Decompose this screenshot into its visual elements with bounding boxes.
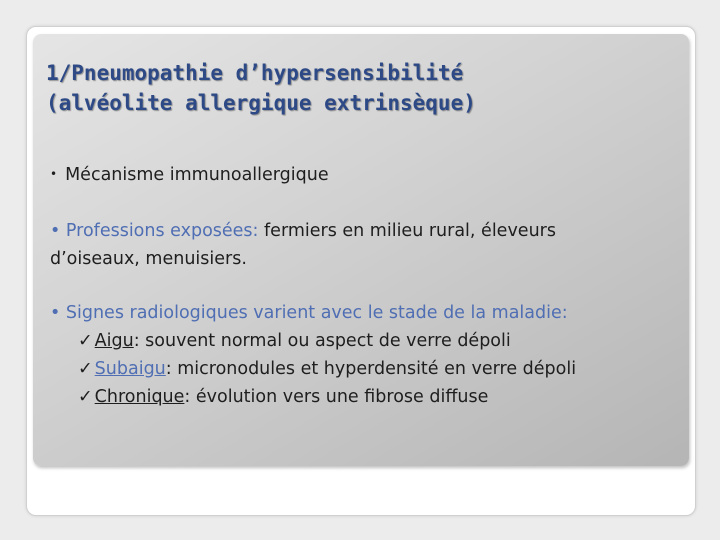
title-line-1: 1/Pneumopathie d’hypersensibilité (46, 61, 464, 85)
professions-text: fermiers en milieu rural, éleveurs (258, 221, 556, 241)
slide-content (50, 160, 680, 411)
bullet-dot-icon: • (50, 167, 58, 181)
sub-label: Aigu (94, 331, 134, 351)
sub-text: : évolution vers une fibrose diffuse (184, 387, 489, 407)
professions-text-cont: d’oiseaux, menuisiers. (50, 249, 247, 269)
sub-item-aigu (78, 327, 680, 355)
sub-text: : souvent normal ou aspect de verre dépoli (133, 331, 511, 351)
professions-label: Professions exposées: (65, 221, 259, 241)
sub-item-subaigu (78, 355, 680, 383)
bullet-dot-icon: • (50, 303, 66, 323)
slide-title (46, 58, 476, 118)
bullet-professions (50, 217, 680, 273)
sub-label: Subaigu (94, 359, 166, 379)
bullet-text: Mécanisme immunoallergique (65, 165, 329, 185)
bullet-dot-icon: • (50, 221, 66, 241)
checkmark-icon: ✓ (78, 331, 93, 351)
bullet-mecanisme (50, 160, 680, 189)
bullet-signes (50, 299, 680, 327)
title-line-2: (alvéolite allergique extrinsèque) (46, 91, 476, 115)
checkmark-icon: ✓ (78, 359, 93, 379)
sub-text: : micronodules et hyperdensité en verre dépoli (165, 359, 577, 379)
sub-item-chronique (78, 383, 680, 411)
signes-text: Signes radiologiques varient avec le stade de la maladie: (65, 303, 568, 323)
sub-label: Chronique (94, 387, 185, 407)
checkmark-icon: ✓ (78, 387, 93, 407)
